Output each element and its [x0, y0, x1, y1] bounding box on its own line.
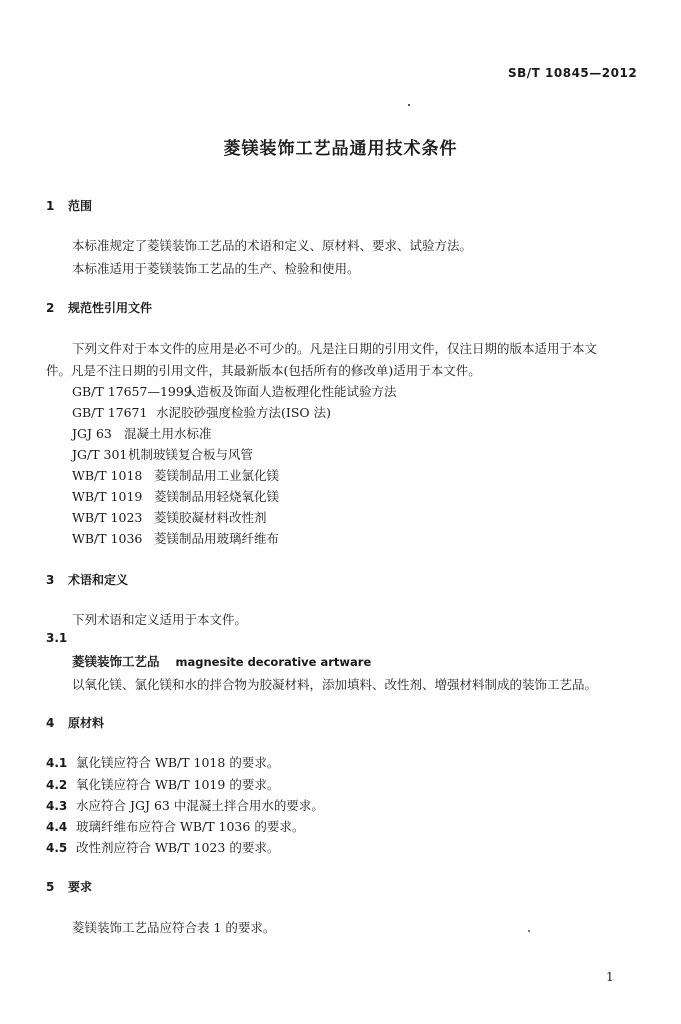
material-item [46, 753, 279, 771]
reference-item [72, 487, 279, 505]
standard-code: SB/T 10845—2012 [508, 66, 638, 80]
scan-speck [528, 930, 530, 932]
reference-item [72, 466, 279, 484]
section-title: 要求 [68, 880, 93, 894]
paragraph: 本标准适用于菱镁装饰工艺品的生产、检验和使用。 [72, 261, 360, 276]
clause-text: 氯化镁应符合 WB/T 1018 的要求。 [76, 755, 280, 770]
term-definition: 以氧化镁、氯化镁和水的拌合物为胶凝材料，添加填料、改性剂、增强材料制成的装饰工艺品。 [72, 677, 598, 692]
reference-item [72, 529, 279, 547]
reference-item [72, 445, 253, 463]
paragraph: 下列术语和定义适用于本文件。 [72, 612, 248, 627]
section-number: 3 [46, 573, 55, 587]
reference-code: WB/T 1018 [72, 468, 143, 483]
clause-number: 4.5 [46, 841, 68, 855]
term-number: 3.1 [46, 631, 68, 645]
reference-item [72, 424, 212, 442]
section-heading-materials [46, 714, 104, 731]
reference-title: 机制玻镁复合板与风管 [128, 447, 254, 462]
term-english: magnesite decorative artware [175, 655, 372, 669]
paragraph: 件。凡是不注日期的引用文件，其最新版本(包括所有的修改单)适用于本文件。 [46, 363, 481, 378]
clause-text: 玻璃纤维布应符合 WB/T 1036 的要求。 [76, 819, 305, 834]
reference-title: 菱镁制品用工业氯化镁 [154, 468, 280, 483]
reference-code: WB/T 1023 [72, 510, 143, 525]
reference-code: JGJ 63 [72, 426, 112, 441]
paragraph: 本标准规定了菱镁装饰工艺品的术语和定义、原材料、要求、试验方法。 [72, 238, 473, 253]
section-number: 1 [46, 199, 55, 213]
reference-item [72, 403, 331, 421]
material-item [46, 775, 279, 793]
material-item [46, 817, 304, 835]
reference-title: 菱镁制品用玻璃纤维布 [154, 531, 280, 546]
section-title: 规范性引用文件 [68, 301, 153, 315]
reference-title: 菱镁胶凝材料改性剂 [154, 510, 267, 525]
reference-title: 菱镁制品用轻烧氧化镁 [154, 489, 280, 504]
clause-number: 4.2 [46, 778, 68, 792]
section-number: 5 [46, 880, 55, 894]
material-item [46, 838, 279, 856]
section-heading-requirements [46, 878, 92, 895]
section-number: 4 [46, 716, 55, 730]
clause-number: 4.1 [46, 756, 68, 770]
section-number: 2 [46, 301, 55, 315]
clause-number: 4.3 [46, 799, 68, 813]
section-title: 术语和定义 [68, 573, 129, 587]
section-heading-terms [46, 571, 128, 588]
paragraph: 下列文件对于本文件的应用是必不可少的。凡是注日期的引用文件，仅注日期的版本适用于本文 [72, 341, 598, 356]
clause-text: 氧化镁应符合 WB/T 1019 的要求。 [76, 777, 280, 792]
page-number: 1 [606, 970, 614, 984]
reference-code: WB/T 1036 [72, 531, 143, 546]
reference-item [72, 508, 267, 526]
term-chinese: 菱镁装饰工艺品 [72, 654, 160, 669]
term-entry [72, 652, 371, 670]
reference-title: 水泥胶砂强度检验方法(ISO 法) [156, 405, 331, 420]
reference-title: 混凝土用水标准 [124, 426, 212, 441]
reference-item [72, 382, 397, 400]
scan-speck [408, 104, 410, 106]
material-item [46, 796, 324, 814]
clause-text: 水应符合 JGJ 63 中混凝土拌合用水的要求。 [76, 798, 324, 813]
reference-code: GB/T 17671 [72, 405, 148, 420]
section-heading-normative [46, 299, 152, 316]
paragraph: 菱镁装饰工艺品应符合表 1 的要求。 [72, 920, 276, 935]
section-title: 范围 [68, 199, 93, 213]
clause-number: 4.4 [46, 820, 68, 834]
page-title: 菱镁装饰工艺品通用技术条件 [223, 139, 458, 159]
reference-code: GB/T 17657—1999 [72, 384, 192, 399]
reference-code: JG/T 301 [72, 447, 128, 462]
section-heading-scope [46, 197, 92, 214]
reference-code: WB/T 1019 [72, 489, 143, 504]
section-title: 原材料 [68, 716, 105, 730]
clause-text: 改性剂应符合 WB/T 1023 的要求。 [76, 840, 280, 855]
reference-title: 人造板及饰面人造板理化性能试验方法 [184, 384, 397, 399]
